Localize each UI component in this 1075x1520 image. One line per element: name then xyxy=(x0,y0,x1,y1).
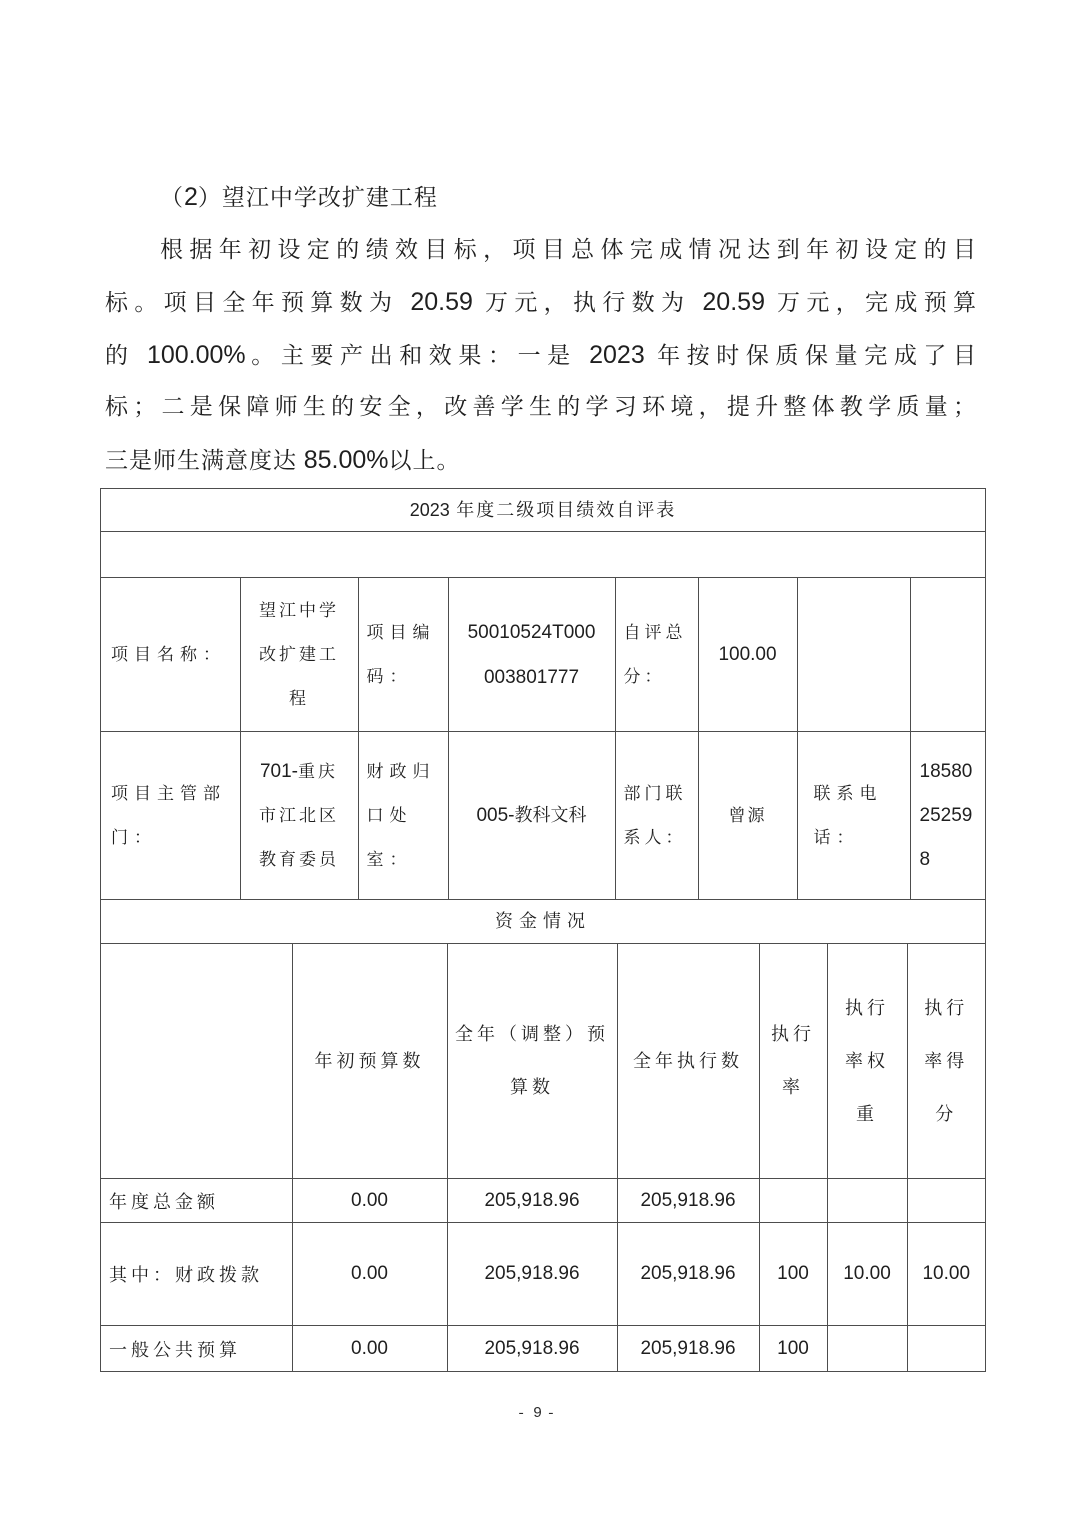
executed-value: 205,918.96 xyxy=(617,1179,759,1223)
rate-score-value xyxy=(907,1326,985,1372)
dept-label: 项目主管部门： xyxy=(101,732,240,900)
table-empty-row xyxy=(101,532,985,578)
project-code-label: 项目编码： xyxy=(358,578,448,732)
funding-header-rate-score: 执行率得分 xyxy=(907,944,985,1179)
executed-value: 205,918.96 xyxy=(617,1326,759,1372)
table-title: 2023 年度二级项目绩效自评表 xyxy=(101,489,985,532)
paragraph-line: 三是师生满意度达 85.00%以上。 xyxy=(105,445,461,474)
funding-row-label: 一般公共预算 xyxy=(101,1326,292,1372)
empty-cell xyxy=(797,578,910,732)
project-code-value: 50010524T000003801777 xyxy=(448,578,615,732)
initial-budget-value: 0.00 xyxy=(292,1326,447,1372)
funding-row-fiscal xyxy=(101,1223,985,1326)
initial-budget-value: 0.00 xyxy=(292,1179,447,1223)
rate-score-value xyxy=(907,1179,985,1223)
paragraph-line: 的 100.00%。主要产出和效果：一是 2023 年按时保质保量完成了目 xyxy=(105,340,978,369)
project-dept-row xyxy=(101,732,985,900)
funding-header-executed: 全年执行数 xyxy=(617,944,759,1179)
exec-rate-value: 100 xyxy=(759,1326,827,1372)
funding-header-row xyxy=(101,944,985,1179)
executed-value: 205,918.96 xyxy=(617,1223,759,1326)
contact-label: 部门联系人： xyxy=(615,732,698,900)
funding-section-title: 资金情况 xyxy=(101,899,985,944)
funding-header-rate-weight: 执行率权重 xyxy=(827,944,907,1179)
dept-value: 701-重庆市江北区教育委员 xyxy=(240,732,358,900)
self-eval-table xyxy=(100,488,986,1372)
paragraph-line: 根据年初设定的绩效目标，项目总体完成情况达到年初设定的目 xyxy=(160,236,977,262)
paragraph-line: 标。项目全年预算数为 20.59 万元，执行数为 20.59 万元，完成预算 xyxy=(105,288,978,317)
page-number: - 9 - xyxy=(518,1404,557,1421)
adjusted-budget-value: 205,918.96 xyxy=(447,1179,617,1223)
phone-label: 联系电话： xyxy=(797,732,910,900)
exec-rate-value: 100 xyxy=(759,1223,827,1326)
exec-rate-value xyxy=(759,1179,827,1223)
project-name-row xyxy=(101,578,985,732)
empty-cell xyxy=(910,578,985,732)
phone-value: 18580252598 xyxy=(910,732,985,900)
funding-header-corner xyxy=(101,944,292,1179)
funding-header-exec-rate: 执行率 xyxy=(759,944,827,1179)
section-heading: （2）望江中学改扩建工程 xyxy=(160,183,438,211)
contact-value: 曾源 xyxy=(698,732,797,900)
self-score-value: 100.00 xyxy=(698,578,797,732)
funding-row-label: 年度总金额 xyxy=(101,1179,292,1223)
finance-office-value: 005-教科文科 xyxy=(448,732,615,900)
project-info-table xyxy=(101,578,985,899)
self-score-label: 自评总分： xyxy=(615,578,698,732)
rate-weight-value: 10.00 xyxy=(827,1223,907,1326)
adjusted-budget-value: 205,918.96 xyxy=(447,1326,617,1372)
funding-header-adjusted-budget: 全年（调整）预算数 xyxy=(447,944,617,1179)
finance-office-label: 财政归口处室： xyxy=(358,732,448,900)
intro-paragraph xyxy=(100,171,984,487)
initial-budget-value: 0.00 xyxy=(292,1223,447,1326)
funding-row-label: 其中：财政拨款 xyxy=(101,1223,292,1326)
rate-score-value: 10.00 xyxy=(907,1223,985,1326)
rate-weight-value xyxy=(827,1326,907,1372)
funding-header-initial-budget: 年初预算数 xyxy=(292,944,447,1179)
adjusted-budget-value: 205,918.96 xyxy=(447,1223,617,1326)
project-name-value: 望江中学改扩建工程 xyxy=(240,578,358,732)
funding-row-public-budget xyxy=(101,1326,985,1372)
funding-table xyxy=(101,944,985,1371)
rate-weight-value xyxy=(827,1179,907,1223)
project-name-label: 项目名称： xyxy=(101,578,240,732)
funding-row-total xyxy=(101,1179,985,1223)
paragraph-line: 标；二是保障师生的安全，改善学生的学习环境，提升整体教学质量； xyxy=(105,394,977,420)
